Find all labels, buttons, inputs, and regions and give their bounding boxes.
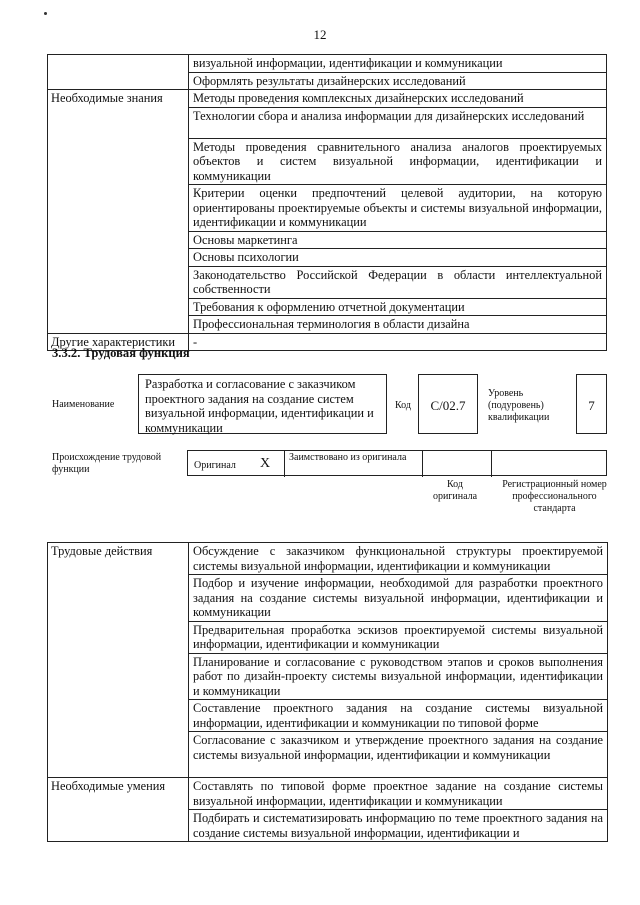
table-text-cell: Подбирать и систематизировать информацию по теме проектного задания на создание системы визуальной информации, идентификации и [189,810,608,842]
level-value-box: 7 [576,374,607,434]
page-dot-mark [44,12,47,15]
page-number: 12 [313,27,327,42]
actions-table [47,542,608,842]
original-text: Оригинал [194,460,236,471]
table-label-cell: Необходимые знания [48,90,189,334]
reg-number-caption: Регистрационный номер профессионального стандарта [502,479,607,514]
table-text-cell: Основы психологии [189,249,607,267]
table-label-cell: Другие характеристики [48,333,189,351]
table-label-cell [48,55,189,90]
table-text-cell: Основы маркетинга [189,231,607,249]
table-text-cell: Согласование с заказчиком и утверждение проектного задания на создание системы визуальной информации, идентификации и коммуникации [189,732,608,778]
table-text-cell: - [189,333,607,351]
name-label: Наименование [52,399,115,410]
function-name-box: Разработка и согласование с заказчиком проектного задания на создание систем визуальной информации, идентификации и коммуникации [138,374,387,434]
table-row [48,90,607,108]
table-row [48,55,607,73]
table-text-cell: Требования к оформлению отчетной документации [189,298,607,316]
table-text-cell: Оформлять результаты дизайнерских исследований [189,72,607,90]
table-text-cell: Методы проведения сравнительного анализа аналогов проектируемых объектов и систем визуальной информации, идентификации и коммуникации [189,138,607,185]
original-cell [188,451,284,477]
table-text-cell: Профессиональная терминология в области дизайна [189,316,607,334]
table-text-cell: Законодательство Российской Федерации в области интеллектуальной собственности [189,266,607,298]
table-text-cell: Критерии оценки предпочтений целевой аудитории, на которую ориентированы проектируемые объекты и системы визуальной информации, идентификации и коммуникации [189,185,607,232]
table-text-cell: Составление проектного задания на создание системы визуальной информации, идентификации и коммуникации по типовой форме [189,700,608,732]
table-row [48,778,608,810]
table-text-cell: Технологии сбора и анализа информации для дизайнерских исследований [189,107,607,138]
code-label: Код [395,400,411,411]
table-label-cell: Трудовые действия [48,543,189,778]
origin-table [187,450,607,476]
table-text-cell: Подбор и изучение информации, необходимой для разработки проектного задания на создание системы визуальной информации, идентификации и коммуникации [189,575,608,622]
table-text-cell: визуальной информации, идентификации и коммуникации [189,55,607,73]
table-text-cell: Планирование и согласование с руководством этапов и сроков выполнения работ по дизайн-проекту системы визуальной информации, идентификации и коммуникации [189,653,608,700]
knowledge-table [47,54,607,351]
borrowed-cell [284,451,422,477]
table-text-cell: Обсуждение с заказчиком функциональной структуры проектируемой системы визуальной информации, идентификации и коммуникации [189,543,608,575]
reg-number-cell [491,451,608,477]
section-title: 3.3.2. Трудовая функция [52,346,190,360]
table-text-cell: Предварительная проработка эскизов проектируемой системы визуальной информации, идентификации и коммуникации [189,621,608,653]
origin-label: Происхождение трудовой функции [52,452,162,475]
code-value-box: C/02.7 [418,374,478,434]
original-code-caption: Код оригинала [432,479,478,502]
original-mark: X [260,456,271,471]
level-label: Уровень (подуровень) квалификации [488,388,550,423]
borrowed-text: Заимствовано из оригинала [289,452,407,463]
table-row [48,543,608,575]
table-text-cell: Составлять по типовой форме проектное задание на создание системы визуальной информации, идентификации и коммуникации [189,778,608,810]
original-code-cell [422,451,491,477]
table-text-cell: Методы проведения комплексных дизайнерских исследований [189,90,607,108]
table-label-cell: Необходимые умения [48,778,189,842]
